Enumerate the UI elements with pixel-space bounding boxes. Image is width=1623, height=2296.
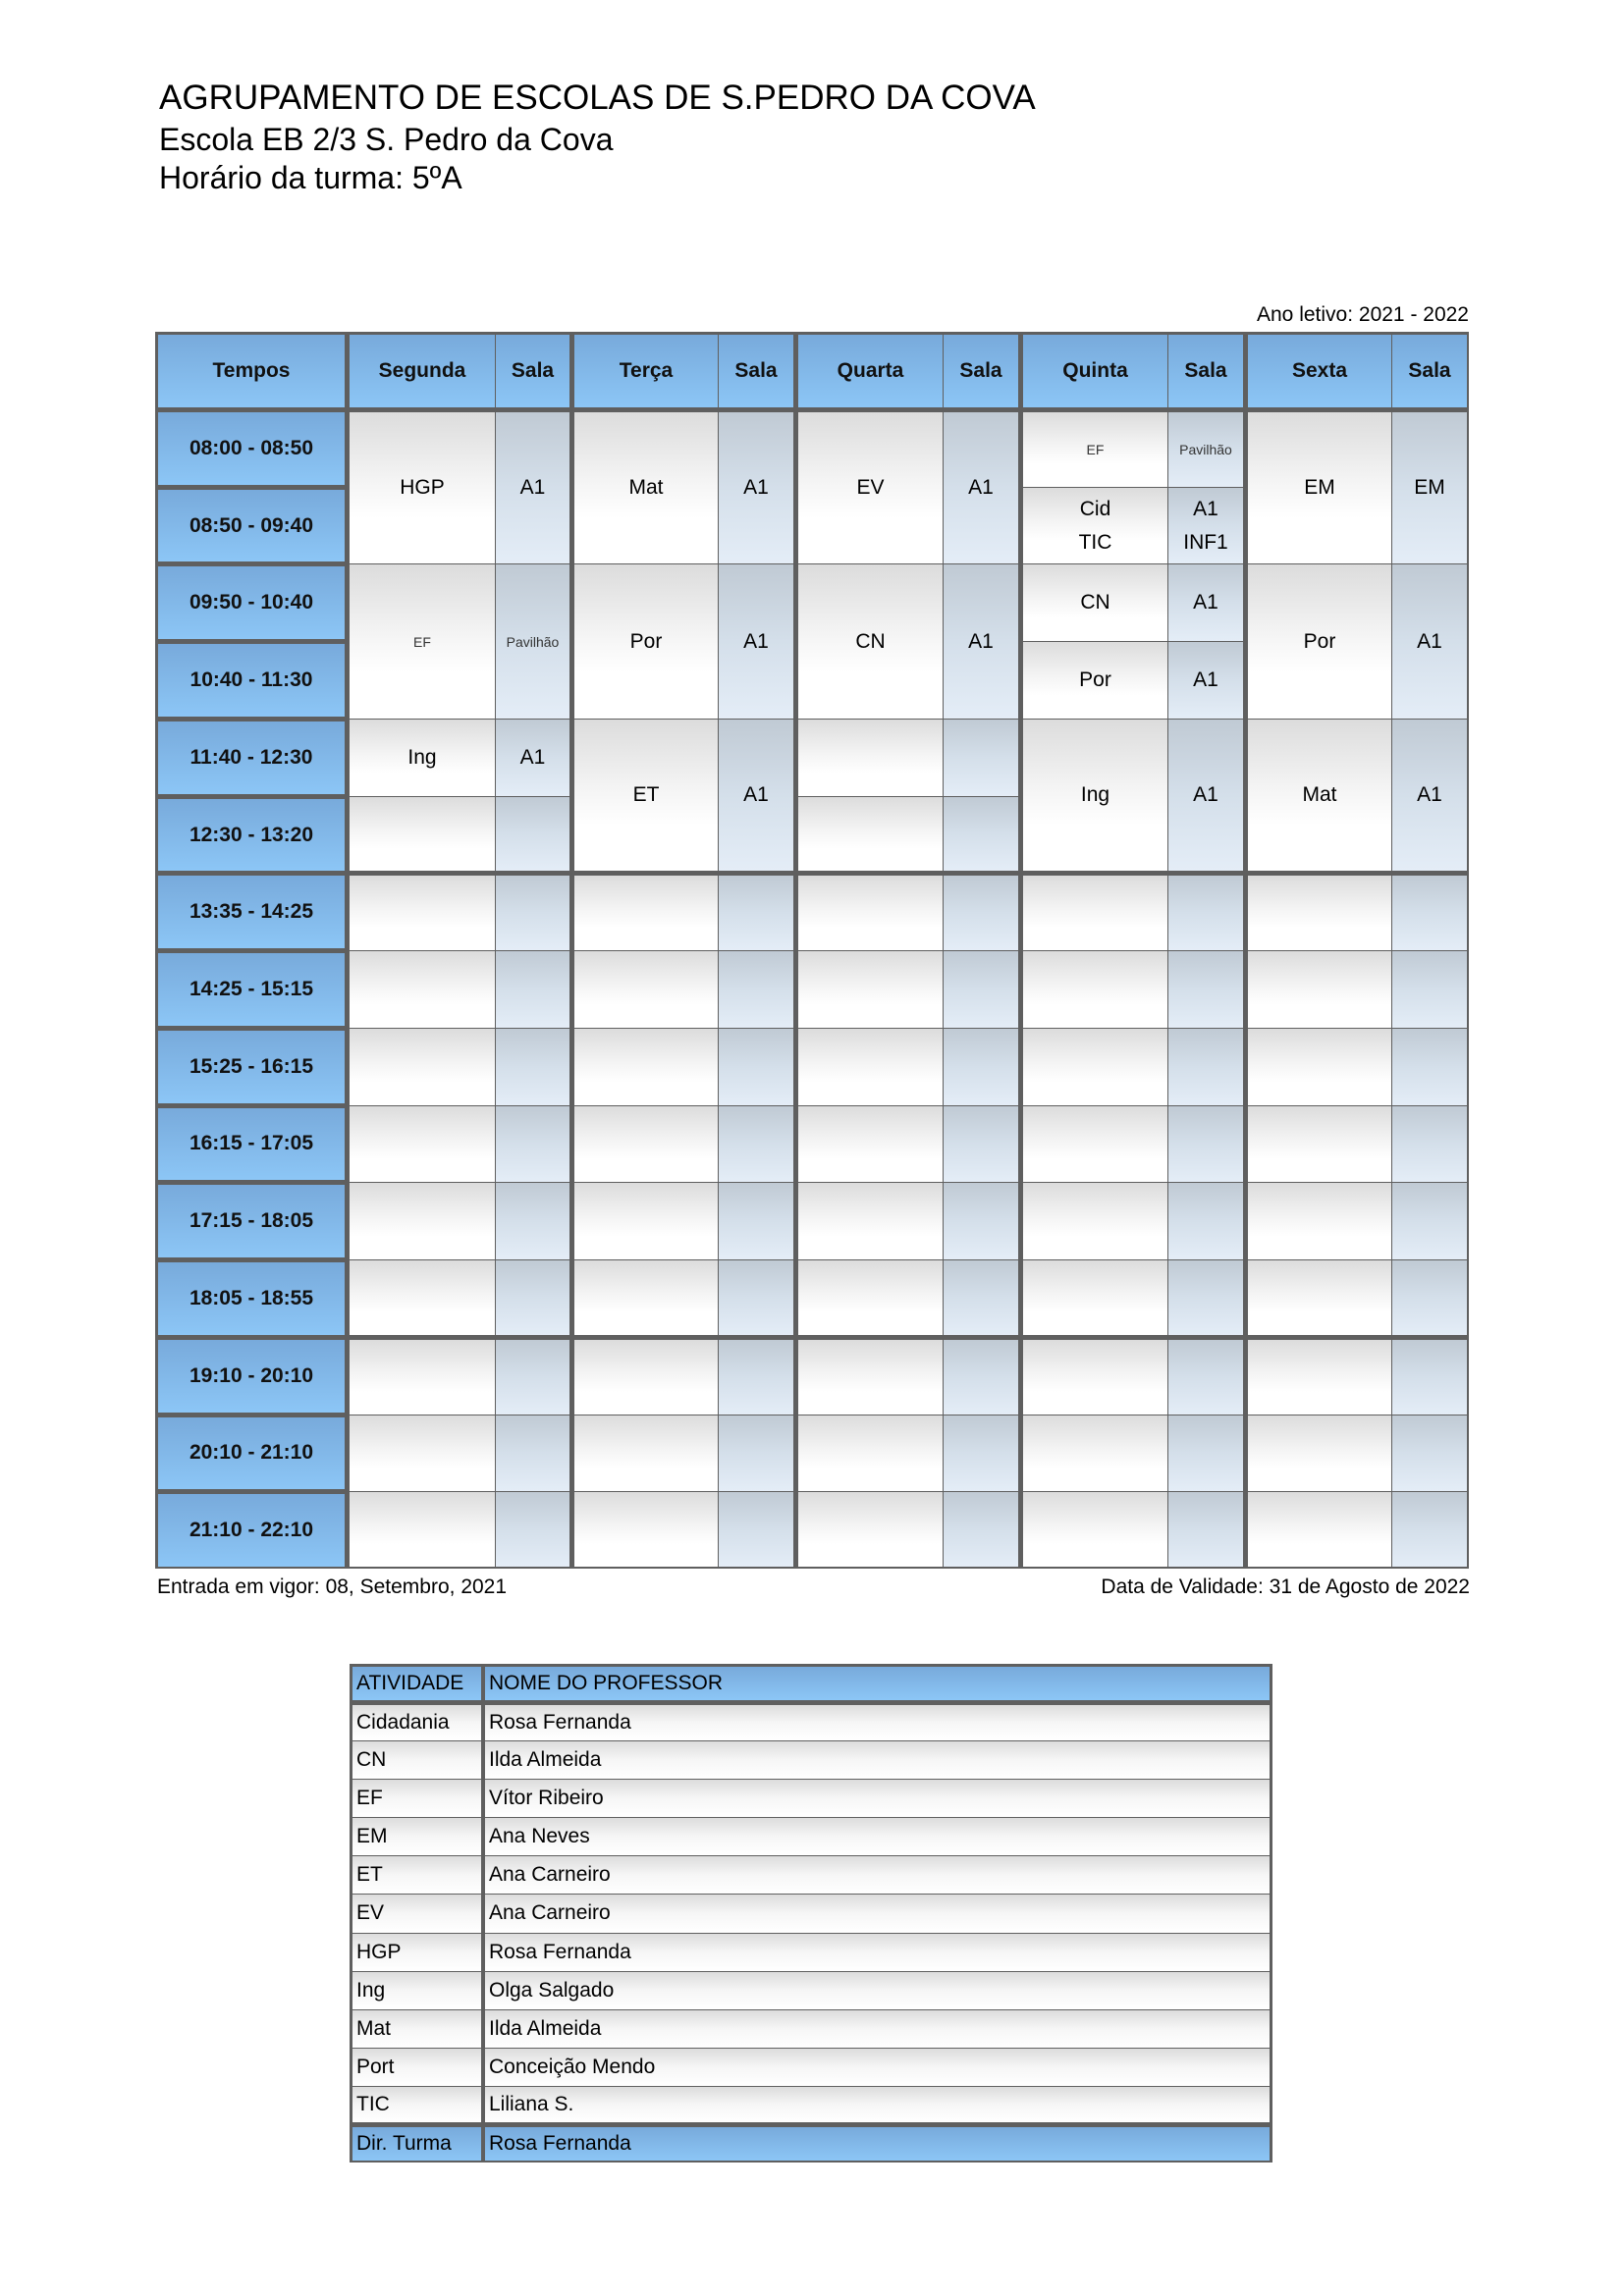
empty-room-cell (944, 951, 1018, 1028)
empty-subject-cell (574, 1492, 718, 1567)
subject-label: EM (1304, 476, 1335, 500)
empty-room-cell (719, 1106, 793, 1183)
teacher-row (350, 1705, 1272, 1740)
empty-room-cell (719, 1260, 793, 1335)
room-label: A1 (743, 476, 769, 500)
empty-subject-cell (1023, 1340, 1167, 1415)
empty-subject-cell (798, 951, 943, 1028)
empty-room-cell (1168, 1106, 1243, 1183)
empty-subject-cell (574, 1260, 718, 1335)
activity-cell: ET (352, 1856, 481, 1894)
room-cell (1392, 564, 1467, 718)
empty-subject-cell (574, 1415, 718, 1492)
subject-cell (350, 564, 495, 718)
column-header-sala-2: Sala (496, 335, 569, 407)
empty-subject-cell (574, 1183, 718, 1259)
empty-room-cell (719, 1340, 793, 1415)
empty-subject-cell (350, 951, 495, 1028)
teacher-row (350, 1972, 1272, 2009)
activity-cell: EM (352, 1818, 481, 1855)
empty-room-cell (944, 1340, 1018, 1415)
empty-subject-cell (1248, 1492, 1391, 1567)
column-header-segunda: Segunda (350, 335, 495, 407)
time-slot: 21:10 - 22:10 (158, 1494, 345, 1567)
empty-room-cell (944, 1260, 1018, 1335)
empty-room-cell (496, 797, 569, 872)
subject-label: ET (632, 783, 660, 807)
subject-cell (1023, 412, 1167, 487)
time-slot: 12:30 - 13:20 (158, 799, 345, 872)
subject-cell (1023, 564, 1167, 641)
teachers-header-row (350, 1667, 1272, 1700)
column-header-sala-6: Sala (944, 335, 1018, 407)
schedule-table (155, 332, 1469, 1569)
empty-room-cell (719, 876, 793, 950)
activity-cell: Ing (352, 1972, 481, 2009)
empty-subject-cell (1023, 951, 1167, 1028)
column-header-quinta: Quinta (1023, 335, 1167, 407)
empty-room-cell (496, 1183, 569, 1259)
room-cell (1392, 412, 1467, 563)
column-header-tera: Terça (574, 335, 718, 407)
empty-room-cell (1168, 1183, 1243, 1259)
class-director-row (350, 2127, 1272, 2161)
room-cell (1168, 720, 1243, 871)
empty-subject-cell (1023, 876, 1167, 950)
empty-subject-cell (350, 876, 495, 950)
room-cell (1168, 488, 1243, 564)
room-label: A1 (1193, 783, 1218, 807)
empty-subject-cell (1023, 1415, 1167, 1492)
activity-cell: Cidadania (352, 1705, 481, 1740)
column-header-sala-4: Sala (719, 335, 793, 407)
room-label: EM (1414, 476, 1445, 500)
empty-room-cell (1392, 1029, 1467, 1105)
school-name: Escola EB 2/3 S. Pedro da Cova (159, 122, 614, 157)
empty-subject-cell (350, 797, 495, 872)
column-header-sala-8: Sala (1168, 335, 1243, 407)
subject-label: EF (413, 633, 431, 650)
teacher-row (350, 1856, 1272, 1894)
activity-cell: CN (352, 1741, 481, 1779)
teachers-table (350, 1664, 1272, 2163)
empty-subject-cell (350, 1260, 495, 1335)
empty-subject-cell (798, 720, 943, 796)
room-label: A1 (519, 476, 546, 500)
room-label: A1 (968, 629, 994, 653)
room-cell (944, 412, 1018, 563)
room-label: A1 (1193, 591, 1218, 614)
empty-room-cell (944, 876, 1018, 950)
subject-label: Mat (628, 476, 664, 500)
room-label: A1 (968, 476, 994, 500)
empty-subject-cell (798, 1415, 943, 1492)
subject-label: Ing (1080, 783, 1110, 807)
empty-room-cell (496, 951, 569, 1028)
subject-cell (574, 720, 718, 871)
empty-subject-cell (798, 1260, 943, 1335)
empty-room-cell (1168, 1415, 1243, 1492)
column-header-tempos: Tempos (158, 335, 345, 407)
teacher-name-cell: Liliana S. (485, 2087, 1270, 2122)
subject-cell (574, 564, 718, 718)
empty-subject-cell (350, 1340, 495, 1415)
subject-cell (574, 412, 718, 563)
empty-subject-cell (1023, 1492, 1167, 1567)
teacher-name-cell: Ana Carneiro (485, 1856, 1270, 1894)
empty-room-cell (496, 1492, 569, 1567)
empty-room-cell (1168, 951, 1243, 1028)
empty-room-cell (496, 1260, 569, 1335)
empty-subject-cell (1248, 951, 1391, 1028)
teacher-row (350, 1934, 1272, 1971)
empty-subject-cell (574, 951, 718, 1028)
empty-room-cell (1392, 1415, 1467, 1492)
subject-cell (350, 720, 495, 796)
empty-room-cell (719, 951, 793, 1028)
time-slot: 20:10 - 21:10 (158, 1417, 345, 1490)
time-slot: 09:50 - 10:40 (158, 566, 345, 639)
empty-subject-cell (1023, 1029, 1167, 1105)
empty-room-cell (944, 1415, 1018, 1492)
empty-subject-cell (1248, 1106, 1391, 1183)
empty-subject-cell (350, 1106, 495, 1183)
empty-subject-cell (350, 1029, 495, 1105)
activity-cell: Port (352, 2049, 481, 2086)
room-label: A1 (1193, 668, 1218, 692)
teacher-name-cell: Rosa Fernanda (485, 1705, 1270, 1740)
empty-room-cell (719, 1415, 793, 1492)
empty-room-cell (1392, 1492, 1467, 1567)
school-year: Ano letivo: 2021 - 2022 (1257, 303, 1469, 326)
teacher-row (350, 2087, 1272, 2122)
empty-subject-cell (350, 1492, 495, 1567)
empty-subject-cell (798, 1183, 943, 1259)
time-slot: 16:15 - 17:05 (158, 1108, 345, 1181)
empty-subject-cell (1023, 1106, 1167, 1183)
empty-room-cell (1168, 1260, 1243, 1335)
subject-label: HGP (400, 476, 445, 500)
room-label: A1 (519, 745, 546, 769)
empty-subject-cell (798, 1492, 943, 1567)
empty-subject-cell (798, 1340, 943, 1415)
subject-label: Por (629, 629, 663, 653)
empty-room-cell (719, 1492, 793, 1567)
teacher-name-cell: Conceição Mendo (485, 2049, 1270, 2086)
room-cell (1392, 720, 1467, 871)
empty-room-cell (496, 1106, 569, 1183)
room-cell (496, 412, 569, 563)
time-slot: 10:40 - 11:30 (158, 644, 345, 717)
room-label: A1 (743, 629, 769, 653)
room-label: A1 (1417, 783, 1442, 807)
teacher-name-cell: Ana Neves (485, 1818, 1270, 1855)
empty-room-cell (944, 1183, 1018, 1259)
time-slot: 11:40 - 12:30 (158, 721, 345, 794)
room-cell (719, 720, 793, 871)
room-label: A1 (1193, 497, 1218, 520)
time-slot: 13:35 - 14:25 (158, 876, 345, 948)
empty-room-cell (944, 1106, 1018, 1183)
subject-cell (350, 412, 495, 563)
empty-room-cell (944, 1492, 1018, 1567)
subject-cell (1023, 488, 1167, 564)
empty-subject-cell (1248, 1340, 1391, 1415)
subject-cell (1248, 720, 1391, 871)
class-title: Horário da turma: 5ºA (159, 160, 462, 195)
activity-cell: HGP (352, 1934, 481, 1971)
subject-label: Mat (1302, 783, 1337, 807)
empty-room-cell (1392, 1340, 1467, 1415)
empty-room-cell (719, 1183, 793, 1259)
empty-room-cell (496, 1029, 569, 1105)
empty-room-cell (1392, 951, 1467, 1028)
teacher-name-cell: NOME DO PROFESSOR (485, 1667, 1270, 1700)
empty-subject-cell (1248, 1183, 1391, 1259)
empty-room-cell (1168, 876, 1243, 950)
room-cell (1168, 642, 1243, 719)
column-header-sala-10: Sala (1392, 335, 1467, 407)
empty-room-cell (944, 1029, 1018, 1105)
room-cell (1168, 412, 1243, 487)
room-cell (496, 564, 569, 718)
subject-cell (1248, 412, 1391, 563)
time-slot: 14:25 - 15:15 (158, 953, 345, 1026)
time-slot: 08:50 - 09:40 (158, 490, 345, 562)
empty-subject-cell (798, 876, 943, 950)
room-cell (719, 412, 793, 563)
time-slot: 17:15 - 18:05 (158, 1185, 345, 1257)
subject-cell (798, 412, 943, 563)
activity-cell: TIC (352, 2087, 481, 2122)
empty-room-cell (1392, 1106, 1467, 1183)
teacher-row (350, 2010, 1272, 2048)
time-slot: 08:00 - 08:50 (158, 412, 345, 485)
room-label: INF1 (1183, 530, 1228, 554)
room-label: Pavilhão (1179, 441, 1232, 457)
empty-subject-cell (1248, 1415, 1391, 1492)
teacher-name-cell: Vítor Ribeiro (485, 1780, 1270, 1817)
teacher-name-cell: Ilda Almeida (485, 2010, 1270, 2048)
activity-cell: Mat (352, 2010, 481, 2048)
room-cell (496, 720, 569, 796)
subject-label: CN (855, 629, 886, 653)
subject-cell (798, 564, 943, 718)
empty-subject-cell (350, 1415, 495, 1492)
column-header-quarta: Quarta (798, 335, 943, 407)
activity-cell: EF (352, 1780, 481, 1817)
subject-cell (1248, 564, 1391, 718)
activity-cell: EV (352, 1895, 481, 1932)
empty-room-cell (1392, 876, 1467, 950)
empty-room-cell (1168, 1340, 1243, 1415)
teacher-row (350, 1780, 1272, 1817)
validity-date: Data de Validade: 31 de Agosto de 2022 (1101, 1575, 1470, 1598)
subject-cell (1023, 720, 1167, 871)
empty-subject-cell (1248, 876, 1391, 950)
time-slot: 18:05 - 18:55 (158, 1262, 345, 1335)
empty-subject-cell (1248, 1260, 1391, 1335)
teacher-name-cell: Rosa Fernanda (485, 1934, 1270, 1971)
empty-room-cell (1392, 1260, 1467, 1335)
empty-room-cell (944, 720, 1018, 796)
empty-room-cell (496, 876, 569, 950)
room-cell (944, 564, 1018, 718)
subject-label: CN (1080, 591, 1110, 614)
room-label: A1 (1417, 629, 1442, 653)
document-title: AGRUPAMENTO DE ESCOLAS DE S.PEDRO DA COVA (159, 79, 1036, 117)
empty-subject-cell (574, 1340, 718, 1415)
empty-subject-cell (574, 1106, 718, 1183)
teacher-row (350, 1818, 1272, 1855)
start-date: Entrada em vigor: 08, Setembro, 2021 (157, 1575, 508, 1598)
empty-room-cell (719, 1029, 793, 1105)
subject-label: Por (1079, 668, 1111, 692)
teacher-row (350, 1741, 1272, 1779)
empty-room-cell (496, 1340, 569, 1415)
teacher-row (350, 2049, 1272, 2086)
subject-label: EV (856, 476, 885, 500)
empty-room-cell (1168, 1492, 1243, 1567)
subject-label: TIC (1078, 530, 1112, 554)
room-cell (1168, 564, 1243, 641)
teacher-name-cell: Ilda Almeida (485, 1741, 1270, 1779)
room-label: Pavilhão (506, 633, 560, 650)
activity-cell: Dir. Turma (352, 2127, 481, 2161)
empty-subject-cell (574, 1029, 718, 1105)
empty-subject-cell (798, 1029, 943, 1105)
teacher-name-cell: Olga Salgado (485, 1972, 1270, 2009)
empty-room-cell (1168, 1029, 1243, 1105)
teacher-name-cell: Rosa Fernanda (485, 2127, 1270, 2161)
teacher-row (350, 1895, 1272, 1932)
empty-subject-cell (798, 1106, 943, 1183)
subject-label: Por (1303, 629, 1336, 653)
empty-subject-cell (1023, 1183, 1167, 1259)
time-slot: 15:25 - 16:15 (158, 1031, 345, 1103)
room-label: A1 (743, 783, 769, 807)
empty-subject-cell (1023, 1260, 1167, 1335)
empty-subject-cell (350, 1183, 495, 1259)
empty-subject-cell (798, 797, 943, 872)
empty-room-cell (944, 797, 1018, 872)
empty-subject-cell (1248, 1029, 1391, 1105)
empty-room-cell (496, 1415, 569, 1492)
subject-label: EF (1086, 441, 1105, 457)
subject-label: Ing (407, 745, 437, 769)
time-slot: 19:10 - 20:10 (158, 1340, 345, 1413)
column-header-sexta: Sexta (1248, 335, 1391, 407)
empty-room-cell (1392, 1183, 1467, 1259)
subject-label: Cid (1079, 497, 1111, 520)
activity-cell: ATIVIDADE (352, 1667, 481, 1700)
room-cell (719, 564, 793, 718)
subject-cell (1023, 642, 1167, 719)
empty-subject-cell (574, 876, 718, 950)
teacher-name-cell: Ana Carneiro (485, 1895, 1270, 1932)
